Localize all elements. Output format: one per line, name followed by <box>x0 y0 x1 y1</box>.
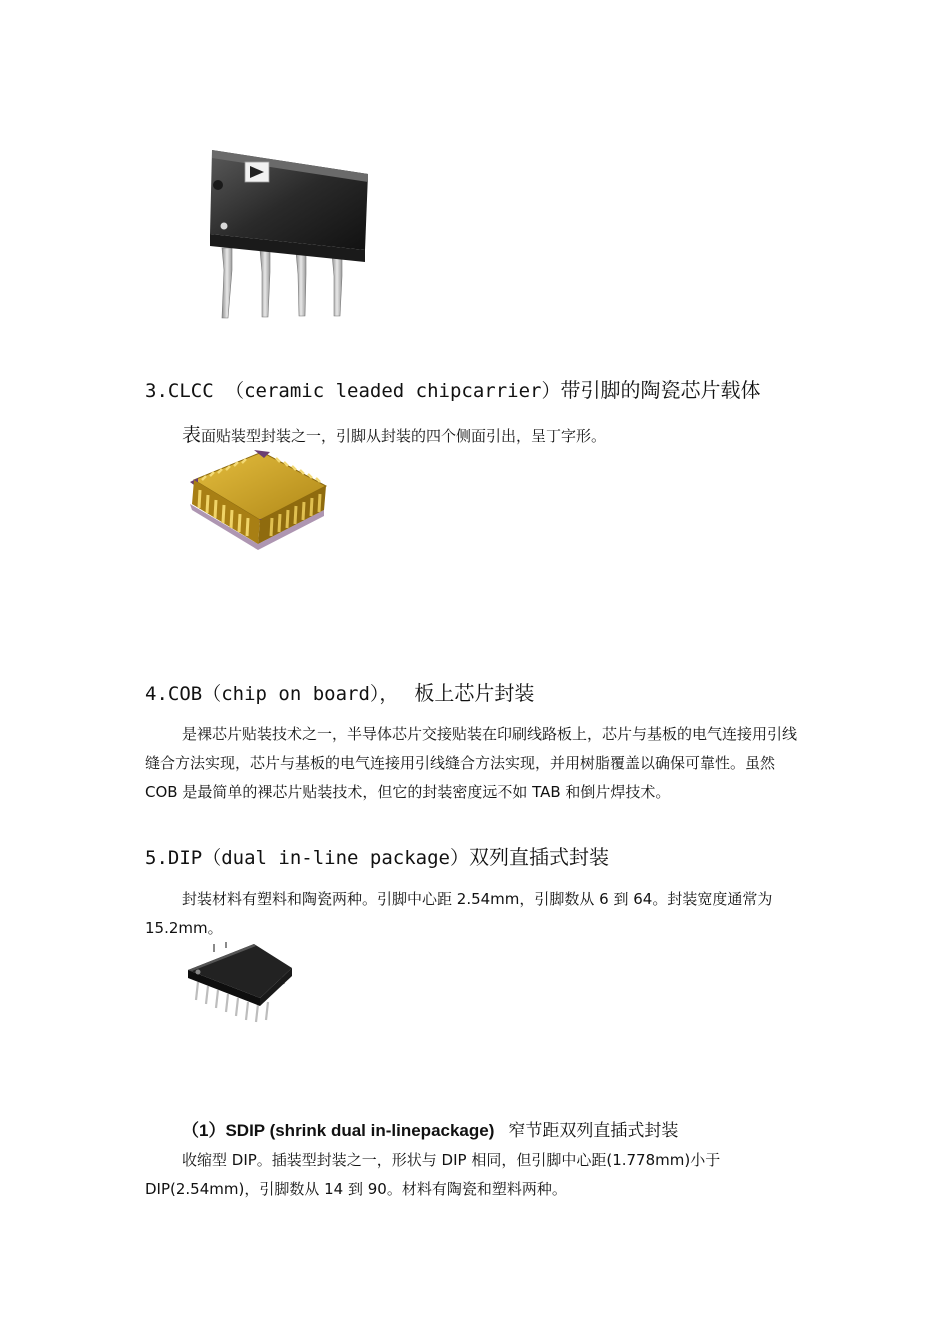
clcc-body <box>182 420 606 447</box>
dip8-chip-image <box>190 140 390 334</box>
dip16-chip-image <box>184 940 296 1028</box>
clcc-heading <box>145 374 761 403</box>
dip-heading <box>145 841 609 870</box>
cob-body-text: 是裸芯片贴装技术之一，半导体芯片交接贴装在印刷线路板上，芯片与基板的电气连接用引线缝合方法实现，芯片与基板的电气连接用引线缝合方法实现，并用树脂覆盖以确保可靠性。虽然 COB 是最简单的裸芯片贴装技术，但它的封装密度远不如 TAB 和倒片焊技术。 <box>145 725 798 801</box>
cob-heading-en: 4.COB（chip on board）， <box>145 683 399 705</box>
cob-body <box>145 720 807 807</box>
cob-heading <box>145 677 534 706</box>
clcc-chip-image <box>184 446 329 560</box>
sdip-index: （1） <box>182 1121 226 1140</box>
sdip-heading <box>182 1116 678 1141</box>
sdip-title-en: SDIP (shrink dual in-linepackage) <box>225 1121 495 1140</box>
sdip-body <box>145 1146 807 1204</box>
clcc-heading-zh: 带引脚的陶瓷芯片载体 <box>560 378 761 402</box>
dip-body-text: 封装材料有塑料和陶瓷两种。引脚中心距 2.54mm，引脚数从 6 到 64。封装宽度通常为 15.2mm。 <box>145 890 773 937</box>
clcc-body-lead: 表 <box>182 424 202 446</box>
sdip-title-zh: 窄节距双列直插式封装 <box>508 1121 679 1141</box>
clcc-body-text: 面贴装型封装之一，引脚从封装的四个侧面引出，呈丁字形。 <box>201 427 607 445</box>
dip-heading-zh: 双列直插式封装 <box>468 845 609 869</box>
cob-heading-zh: 板上芯片封装 <box>414 681 535 705</box>
clcc-heading-en: 3.CLCC （ceramic leaded chipcarrier） <box>145 380 561 402</box>
dip-body <box>145 885 807 943</box>
dip-heading-en: 5.DIP（dual in-line package） <box>145 847 469 869</box>
sdip-body-text: 收缩型 DIP。插装型封装之一，形状与 DIP 相同，但引脚中心距(1.778mm)小于 DIP(2.54mm)，引脚数从 14 到 90。材料有陶瓷和塑料两种。 <box>145 1151 721 1198</box>
